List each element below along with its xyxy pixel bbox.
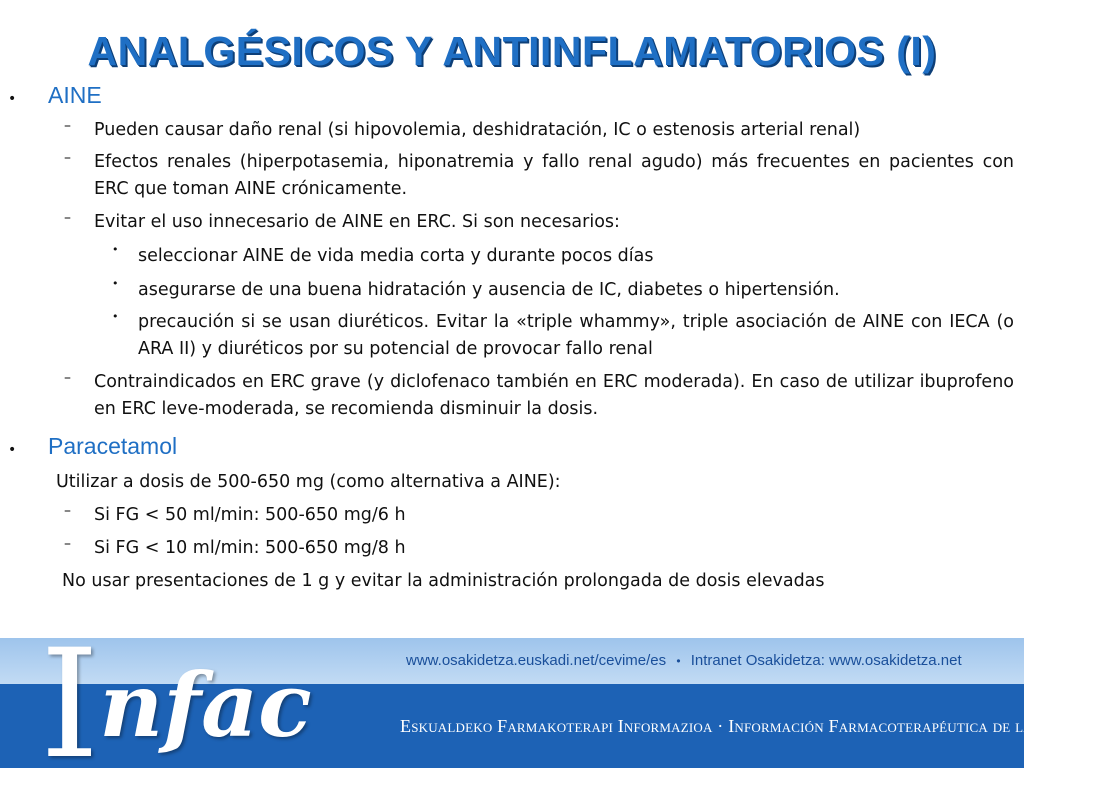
cevime-link[interactable]: www.osakidetza.euskadi.net/cevime/es: [406, 652, 667, 669]
paracetamol-item-1: Si FG < 50 ml/min: 500-650 mg/6 h: [94, 505, 406, 525]
logo-rest: nfac: [99, 653, 312, 757]
paracetamol-intro: Utilizar a dosis de 500-650 mg (como alternativa a AINE):: [56, 472, 561, 492]
logo-initial: I: [40, 618, 100, 792]
footer-subtitle: Eskualdeko Farmakoterapi Informazioa · Información Farmacoterapéutica de la Comarca: [400, 716, 1108, 736]
level2-bullet: –: [64, 210, 71, 226]
infac-logo: [40, 618, 312, 792]
level3-bullet: •: [112, 310, 119, 323]
level2-bullet: –: [64, 536, 71, 552]
level2-bullet: –: [64, 370, 71, 386]
aine-item-1: Pueden causar daño renal (si hipovolemia, deshidratación, IC o estenosis arterial renal): [94, 120, 861, 140]
slide-title: ANALGÉSICOS Y ANTIINFLAMATORIOS (I): [87, 28, 937, 74]
paracetamol-heading: Paracetamol: [48, 433, 178, 459]
level1-bullet: •: [8, 442, 17, 458]
level3-bullet: •: [112, 243, 119, 256]
aine-sub-1: seleccionar AINE de vida media corta y durante pocos días: [138, 246, 654, 266]
intranet-link[interactable]: Intranet Osakidetza: www.osakidetza.net: [690, 652, 962, 669]
aine-item-2: Efectos renales (hiperpotasemia, hiponatremia y fallo renal agudo) más frecuentes en pacientes con ERC que toman AINE crónicamente.: [94, 152, 1014, 199]
aine-sub-2: asegurarse de una buena hidratación y ausencia de IC, diabetes o hipertensión.: [138, 280, 840, 300]
level3-bullet: •: [112, 277, 119, 290]
paracetamol-note: No usar presentaciones de 1 g y evitar la administración prolongada de dosis elevadas: [62, 571, 825, 591]
aine-item-4: Contraindicados en ERC grave (y diclofenaco también en ERC moderada). En caso de utilizar ibuprofeno en ERC leve-moderada, se recomienda disminuir la dosis.: [94, 372, 1014, 419]
level2-bullet: –: [64, 118, 71, 134]
level2-bullet: –: [64, 503, 71, 519]
link-separator: •: [676, 654, 681, 668]
footer-links: [406, 652, 962, 669]
aine-item-3: Evitar el uso innecesario de AINE en ERC. Si son necesarios:: [94, 212, 620, 232]
aine-heading: AINE: [48, 82, 102, 108]
paracetamol-item-2: Si FG < 10 ml/min: 500-650 mg/8 h: [94, 538, 406, 558]
level1-bullet: •: [8, 91, 17, 107]
level2-bullet: –: [64, 150, 71, 166]
aine-sub-3: precaución si se usan diuréticos. Evitar la «triple whammy», triple asociación de AINE con IECA (o ARA II) y diuréticos por su potencial de provocar fallo renal: [138, 312, 1014, 359]
